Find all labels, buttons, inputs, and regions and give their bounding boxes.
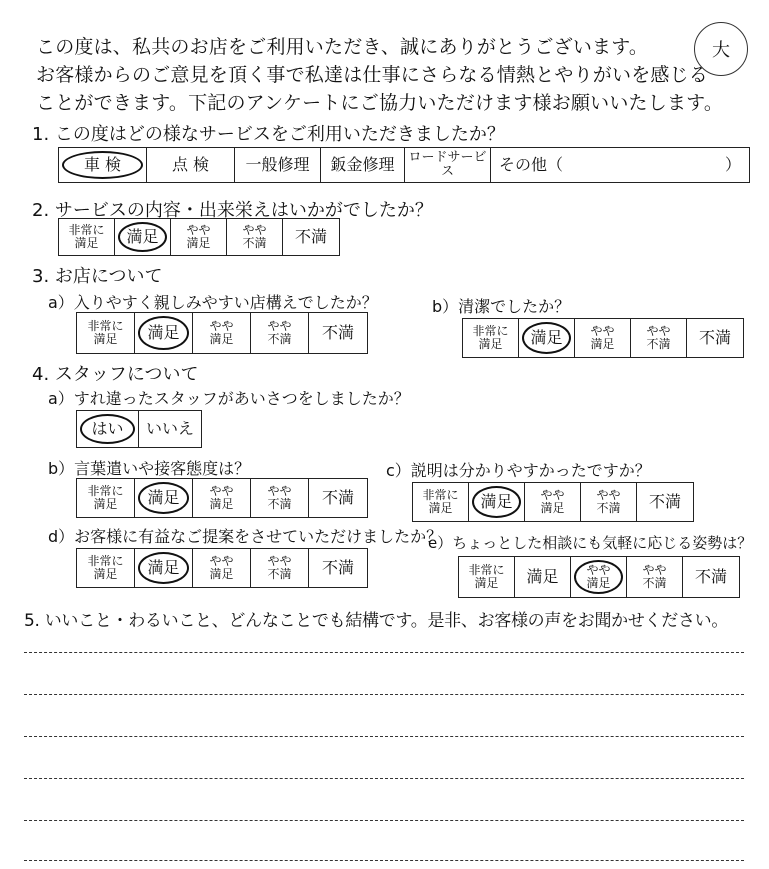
q1-other-label: その他（	[499, 154, 564, 174]
comment-line-5[interactable]	[24, 820, 744, 821]
rating-very-satisfied[interactable]: 非常に 満足	[463, 319, 519, 357]
rating-unsatisfied[interactable]: 不満	[321, 487, 354, 507]
rating-satisfied[interactable]: 満足	[469, 483, 525, 521]
rating-very-satisfied[interactable]: 非常に 満足	[413, 483, 469, 521]
rating-unsatisfied[interactable]: 不満	[648, 491, 681, 511]
comment-line-1[interactable]	[24, 652, 744, 653]
rating-somewhat-unsatisfied[interactable]: やや 不満	[631, 319, 687, 357]
q4b-label: b）言葉遣いや接客態度は？	[48, 459, 251, 478]
rating-somewhat-satisfied[interactable]: やや 満足	[571, 557, 627, 597]
rating-unsatisfied[interactable]: 不満	[698, 327, 731, 347]
q4a-options-row	[76, 410, 202, 448]
q4d-label: d）お客様に有益なご提案をさせていただけましたか？	[48, 527, 443, 546]
q1-option-body-repair[interactable]: 鈑金修理	[321, 148, 405, 182]
q3b-rating-row	[462, 318, 744, 358]
comment-line-3[interactable]	[24, 736, 744, 737]
intro-line-1: この度は、私共のお店をご利用いただき、誠にありがとうございます。	[36, 36, 649, 58]
q4d-rating-row	[76, 548, 368, 588]
q1-option-road-service[interactable]: ロードサービス	[405, 148, 491, 182]
rating-unsatisfied[interactable]: 不満	[321, 322, 354, 342]
q3a-rating-row	[76, 312, 368, 354]
question-5-label: 5. いいこと・わるいこと、どんなことでも結構です。是非、お客様の声をお聞かせください。	[24, 611, 729, 631]
comment-line-6[interactable]	[24, 860, 744, 861]
q1-option-inspection[interactable]: 点 検	[147, 148, 235, 182]
q4e-rating-row	[458, 556, 740, 598]
q1-options-row	[58, 147, 750, 183]
rating-somewhat-unsatisfied[interactable]: やや 不満	[251, 549, 309, 587]
rating-unsatisfied[interactable]: 不満	[321, 557, 354, 577]
rating-somewhat-unsatisfied[interactable]: やや 不満	[227, 219, 283, 255]
rating-somewhat-unsatisfied[interactable]: やや 不満	[251, 313, 309, 353]
q4a-option-yes[interactable]: はい	[77, 411, 139, 447]
q1-option-shaken[interactable]: 車 検	[59, 148, 147, 182]
comment-line-4[interactable]	[24, 778, 744, 779]
q1-option-other[interactable]	[491, 148, 749, 182]
rating-somewhat-unsatisfied[interactable]: やや 不満	[627, 557, 683, 597]
rating-somewhat-unsatisfied[interactable]: やや 不満	[251, 479, 309, 517]
rating-unsatisfied[interactable]: 不満	[694, 566, 727, 586]
rating-very-satisfied[interactable]: 非常に 満足	[77, 313, 135, 353]
rating-somewhat-satisfied[interactable]: やや 満足	[525, 483, 581, 521]
rating-somewhat-unsatisfied[interactable]: やや 不満	[581, 483, 637, 521]
rating-very-satisfied[interactable]: 非常に 満足	[59, 219, 115, 255]
question-2-label: 2. サービスの内容・出来栄えはいかがでしたか？	[32, 200, 433, 221]
q2-rating-row	[58, 218, 340, 256]
comment-line-2[interactable]	[24, 694, 744, 695]
rating-satisfied[interactable]: 満足	[135, 479, 193, 517]
rating-very-satisfied[interactable]: 非常に 満足	[77, 479, 135, 517]
rating-very-satisfied[interactable]: 非常に 満足	[459, 557, 515, 597]
q4a-label: a）すれ違ったスタッフがあいさつをしましたか？	[48, 389, 410, 408]
q4c-label: c）説明は分かりやすかったですか？	[386, 461, 651, 480]
rating-satisfied[interactable]: 満足	[519, 319, 575, 357]
question-1-label: 1. この度はどの様なサービスをご利用いただきましたか？	[32, 124, 505, 145]
intro-line-3: ことができます。下記のアンケートにご協力いただけます様お願いいたします。	[36, 92, 724, 114]
rating-satisfied[interactable]: 満足	[135, 549, 193, 587]
q3a-label: a）入りやすく親しみやすい店構えでしたか？	[48, 293, 378, 312]
intro-line-2: お客様からのご意見を頂く事で私達は仕事にさらなる情熱とやりがいを感じる	[36, 64, 709, 86]
q4e-label: e）ちょっとした相談にも気軽に応じる姿勢は？	[428, 534, 753, 552]
rating-somewhat-satisfied[interactable]: やや 満足	[193, 479, 251, 517]
rating-unsatisfied[interactable]: 不満	[294, 226, 327, 246]
rating-satisfied[interactable]: 満足	[515, 557, 571, 597]
q3b-label: b）清潔でしたか？	[432, 297, 571, 316]
rating-somewhat-satisfied[interactable]: やや 満足	[575, 319, 631, 357]
rating-satisfied[interactable]: 満足	[135, 313, 193, 353]
q1-option-general-repair[interactable]: 一般修理	[235, 148, 321, 182]
q1-other-close: ）	[724, 154, 741, 174]
q4b-rating-row	[76, 478, 368, 518]
question-3-label: 3. お店について	[32, 266, 163, 287]
question-4-label: 4. スタッフについて	[32, 364, 199, 385]
q4c-rating-row	[412, 482, 694, 522]
rating-very-satisfied[interactable]: 非常に 満足	[77, 549, 135, 587]
rating-somewhat-satisfied[interactable]: やや 満足	[193, 313, 251, 353]
q4a-option-no[interactable]: いいえ	[145, 418, 194, 438]
inspector-stamp: 大	[694, 22, 748, 76]
rating-somewhat-satisfied[interactable]: やや 満足	[171, 219, 227, 255]
rating-satisfied[interactable]: 満足	[115, 219, 171, 255]
rating-somewhat-satisfied[interactable]: やや 満足	[193, 549, 251, 587]
